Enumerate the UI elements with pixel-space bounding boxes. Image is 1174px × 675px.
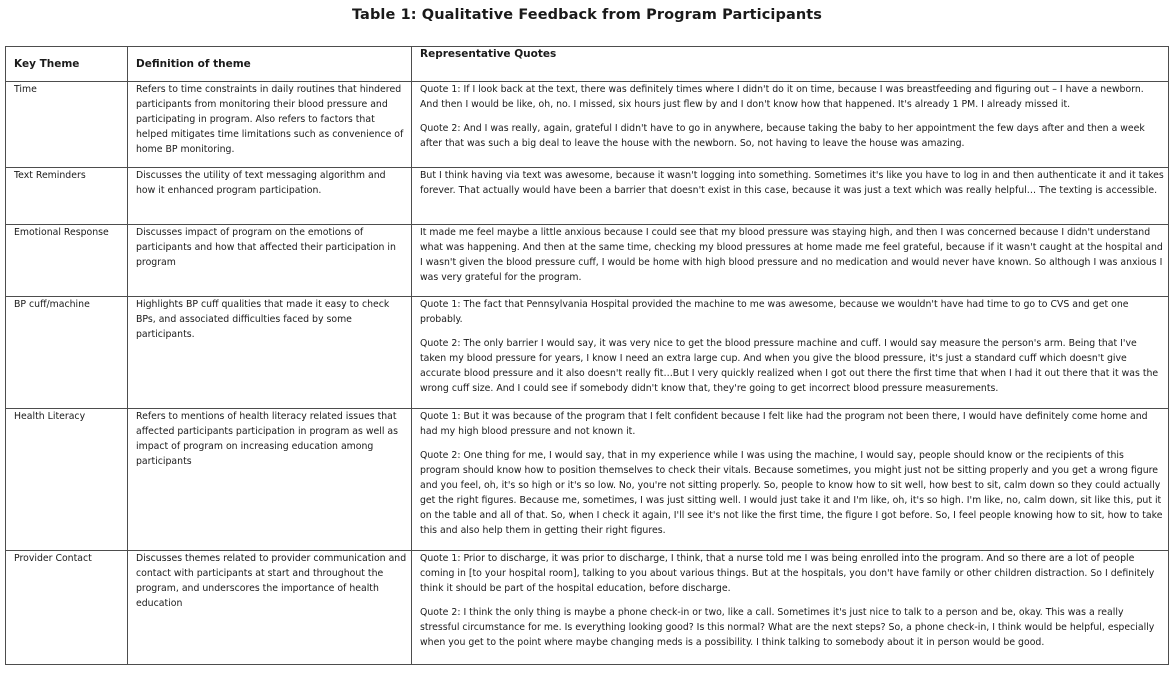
table-row — [6, 551, 1169, 665]
table-row — [6, 297, 1169, 409]
quote-text: Quote 1: But it was because of the program that I felt confident because I felt like had the program not been there, I would have definitely come home and had my high blood pressure and not known it. — [420, 411, 1148, 437]
table-row — [6, 409, 1169, 551]
quote-text: Quote 1: Prior to discharge, it was prior to discharge, I think, that a nurse told me I was being enrolled into the program. And so there are a lot of people coming in [to your hospital room], talking to you about various things. But at the hospitals, you don't have family or other children distraction. So I definitely think it should be part of the hospital education, before discharge. — [420, 553, 1155, 594]
theme-cell: Time — [6, 82, 128, 168]
quote-text: Quote 2: One thing for me, I would say, that in my experience while I was using the machine, I would say, people should know or the recipients of this program should know how to position themselves to check their vitals. Because sometimes, you might just not be sitting properly and you get a wrong figure and you feel, oh, it's so high or it's so low. No, you're not sitting properly. So, people to know how to sit well, how best to sit, calm down so they could actually get the right figures. Because me, sometimes, I was just sitting well. I would just take it and I'm like, oh, it's so high. I'm like, no, calm down, sit like this, put it on the table and all of that. So, when I check it again, I'll see it's not like the first time, the figure I got before. So, I feel people knowing how to sit, how to take this and also help them in getting their right figures. — [420, 450, 1163, 536]
quote-text: Quote 2: I think the only thing is maybe a phone check-in or two, like a call. Sometimes it's just nice to talk to a person and be, okay. This was a really stressful circumstance for me. Is everything looking good? Is this normal? What are the next steps? So, a phone check-in, I think would be helpful, especially when you get to the point where maybe changing meds is a possibility. I think talking to somebody about it in person would be good. — [420, 607, 1155, 648]
table-row — [6, 168, 1169, 225]
quote-text: But I think having via text was awesome, because it wasn't logging into something. Sometimes it's like you have to log in and then authenticate it and it takes forever. That actually would have been a barrier that doesn't exist in this case, because it was just a text which was really helpful… The texting is accessible. — [420, 170, 1164, 196]
quotes-cell — [412, 168, 1169, 225]
quote-text: It made me feel maybe a little anxious because I could see that my blood pressure was staying high, and then I was concerned because I didn't understand what was happening. And then at the same time, checking my blood pressures at home made me feel grateful, because if it wasn't caught at the hospital and I wasn't given the blood pressure cuff, I would be home with high blood pressure and no medication and would never have known. So although I was anxious I was very grateful for the program. — [420, 227, 1163, 283]
table-header-row — [6, 47, 1169, 82]
quote-text: Quote 1: The fact that Pennsylvania Hospital provided the machine to me was awesome, because we wouldn't have had time to go to CVS and get one probably. — [420, 299, 1129, 325]
theme-cell: BP cuff/machine — [6, 297, 128, 409]
quotes-cell — [412, 551, 1169, 665]
definition-cell — [128, 225, 412, 297]
definition-cell — [128, 82, 412, 168]
quote-text: Quote 2: And I was really, again, grateful I didn't have to go in anywhere, because taking the baby to her appointment the few days after and then a week after that was such a big deal to leave the house with the newborn. So, not having to leave the house was amazing. — [420, 123, 1145, 149]
quotes-cell — [412, 82, 1169, 168]
header-key-theme: Key Theme — [6, 47, 128, 82]
definition-cell — [128, 297, 412, 409]
table-row — [6, 225, 1169, 297]
definition-text: Discusses impact of program on the emotions of participants and how that affected their participation in program — [136, 227, 396, 268]
theme-cell: Provider Contact — [6, 551, 128, 665]
definition-text: Highlights BP cuff qualities that made it easy to check BPs, and associated difficulties faced by some participants. — [136, 299, 390, 340]
definition-cell — [128, 551, 412, 665]
table-row — [6, 82, 1169, 168]
definition-text: Refers to time constraints in daily routines that hindered participants from monitoring their blood pressure and participating in program. Also refers to factors that helped mitigates time limitations such as convenience of home BP monitoring. — [136, 84, 404, 155]
quote-text: Quote 1: If I look back at the text, there was definitely times where I didn't do it on time, because I was breastfeeding and figuring out – I have a newborn. And then I would be like, oh, no. I missed, six hours just flew by and I don't know how that happened. It's already 1 PM. I already missed it. — [420, 84, 1144, 110]
definition-text: Discusses themes related to provider communication and contact with participants at start and throughout the program, and underscores the importance of health education — [136, 553, 407, 609]
header-quotes: Representative Quotes — [412, 47, 1169, 82]
quotes-cell — [412, 409, 1169, 551]
header-definition: Definition of theme — [128, 47, 412, 82]
feedback-table — [5, 46, 1169, 665]
definition-cell — [128, 409, 412, 551]
definition-cell — [128, 168, 412, 225]
theme-cell: Emotional Response — [6, 225, 128, 297]
quotes-cell — [412, 225, 1169, 297]
theme-cell: Health Literacy — [6, 409, 128, 551]
theme-cell: Text Reminders — [6, 168, 128, 225]
quote-text: Quote 2: The only barrier I would say, it was very nice to get the blood pressure machine and cuff. I would say measure the person's arm. Being that I've taken my blood pressure for years, I know I need an extra large cup. And when you give the blood pressure, it's just a standard cuff which doesn't give accurate blood pressure and it also doesn't really fit…But I very quickly realized when I got out there the first time that when I had it out there that it was the wrong cuff size. And I could see if somebody didn't know that, they're going to get incorrect blood pressure measurements. — [420, 338, 1159, 394]
definition-text: Refers to mentions of health literacy related issues that affected participants participation in program as well as impact of program on increasing education among participants — [136, 411, 399, 467]
table-title: Table 1: Qualitative Feedback from Program Participants — [351, 7, 823, 23]
definition-text: Discusses the utility of text messaging algorithm and how it enhanced program participation. — [136, 170, 386, 196]
quotes-cell — [412, 297, 1169, 409]
